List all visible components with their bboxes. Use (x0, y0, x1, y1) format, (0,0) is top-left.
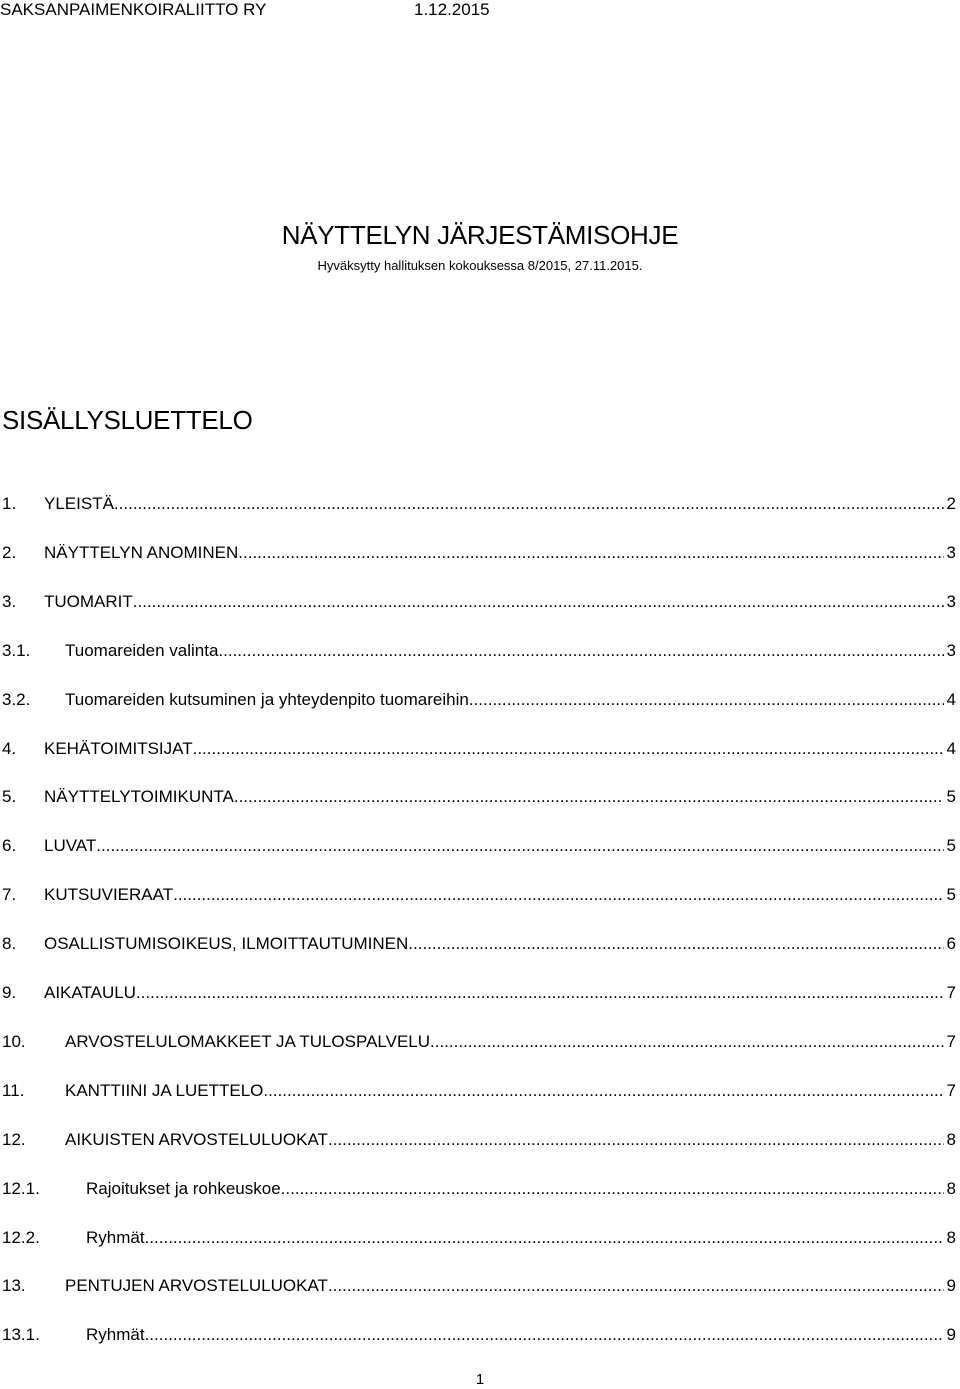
toc-entry-leader (44, 736, 956, 762)
toc-entry-leader (44, 833, 956, 859)
toc-entry-number: 1. (2, 494, 17, 513)
toc-entry-title: Rajoitukset ja rohkeuskoe (86, 1178, 281, 1198)
toc-entry-leader (65, 638, 956, 664)
toc-entry[interactable] (0, 491, 960, 517)
toc-dot-leader (281, 1176, 944, 1202)
toc-dot-leader (328, 1273, 944, 1299)
toc-entry-title: LUVAT (44, 836, 97, 856)
toc-entry[interactable] (0, 1322, 960, 1348)
toc-entry[interactable] (0, 540, 960, 566)
toc-entry-title: Ryhmät (86, 1227, 145, 1247)
toc-entry-page: 3 (946, 591, 956, 611)
toc-dot-leader (218, 638, 943, 664)
toc-entry-title: NÄYTTELYTOIMIKUNTA (44, 787, 234, 807)
toc-entry-title: PENTUJEN ARVOSTELULUOKAT (65, 1276, 328, 1296)
toc-entry-page: 8 (946, 1227, 956, 1247)
toc-entry-page: 7 (946, 983, 956, 1002)
toc-entry[interactable] (0, 833, 960, 859)
toc-entry-title: KANTTIINI JA LUETTELO (65, 1080, 264, 1100)
toc-entry[interactable] (0, 931, 960, 957)
toc-entry-page: 5 (946, 836, 956, 856)
toc-entry-title: AIKATAULU (44, 983, 136, 1002)
toc-entry-number: 7. (2, 885, 17, 905)
toc-entry-title: TUOMARIT (44, 591, 133, 611)
toc-entry[interactable] (0, 1273, 960, 1299)
toc-entry-number: 11. (2, 1080, 25, 1100)
toc-dot-leader (328, 1127, 944, 1153)
toc-entry-page: 4 (946, 689, 956, 709)
toc-entry-leader (65, 1127, 956, 1153)
toc-entry-leader (65, 1078, 956, 1104)
toc-entry-title: YLEISTÄ (44, 494, 114, 513)
document-subtitle: Hyväksytty hallituksen kokouksessa 8/2015, 27.11.2015. (317, 258, 643, 273)
toc-entry[interactable] (0, 1029, 960, 1055)
toc-entry-page: 3 (946, 542, 956, 562)
toc-dot-leader (234, 784, 944, 810)
toc-entry-number: 3.1. (2, 640, 31, 660)
toc-entry-title: AIKUISTEN ARVOSTELULUOKAT (65, 1129, 328, 1149)
toc-entry-page: 2 (946, 494, 956, 513)
toc-entry-number: 12.2. (2, 1227, 40, 1247)
toc-entry-number: 12. (2, 1129, 26, 1149)
page-number: 1 (475, 1371, 485, 1388)
toc-entry-page: 9 (946, 1325, 956, 1345)
toc-entry-leader (44, 882, 956, 908)
toc-entry-number: 4. (2, 738, 17, 758)
toc-entry-number: 10. (2, 1031, 26, 1051)
toc-entry-title: ARVOSTELULOMAKKEET JA TULOSPALVELU (65, 1031, 431, 1051)
toc-dot-leader (469, 687, 944, 713)
organization-name: SAKSANPAIMENKOIRALIITTO RY (0, 0, 267, 19)
document-title: NÄYTTELYN JÄRJESTÄMISOHJE (281, 220, 679, 250)
toc-entry-title: Tuomareiden kutsuminen ja yhteydenpito tuomareihin (65, 689, 469, 709)
toc-entry-page: 5 (946, 885, 956, 905)
toc-dot-leader (263, 1078, 943, 1104)
toc-entry[interactable] (0, 980, 960, 1006)
toc-entry-leader (44, 589, 956, 615)
toc-entry-page: 6 (946, 934, 956, 954)
toc-dot-leader (145, 1225, 944, 1251)
toc-dot-leader (193, 736, 944, 762)
toc-entry-number: 12.1. (2, 1178, 40, 1198)
toc-dot-leader (136, 980, 944, 1006)
header-date: 1.12.2015 (414, 0, 490, 19)
toc-entry-title: NÄYTTELYN ANOMINEN (44, 542, 239, 562)
toc-entry[interactable] (0, 589, 960, 615)
toc-dot-leader (173, 882, 943, 908)
toc-entry[interactable] (0, 1078, 960, 1104)
toc-entry-number: 3.2. (2, 689, 31, 709)
toc-entry-title: Ryhmät (86, 1325, 145, 1345)
toc-entry-title: KUTSUVIERAAT (44, 885, 174, 905)
toc-entry-leader (65, 1273, 956, 1299)
toc-entry-number: 8. (2, 934, 17, 954)
toc-entry-page: 3 (946, 640, 956, 660)
toc-entry-number: 13.1. (2, 1325, 40, 1345)
toc-entry-leader (86, 1322, 956, 1348)
toc-dot-leader (133, 589, 944, 615)
toc-entry-number: 13. (2, 1276, 26, 1296)
toc-entry-title: KEHÄTOIMITSIJAT (44, 738, 193, 758)
toc-entry[interactable] (0, 638, 960, 664)
toc-entry-title: Tuomareiden valinta (65, 640, 219, 660)
toc-entry-leader (44, 540, 956, 566)
toc-heading: SISÄLLYSLUETTELO (2, 405, 253, 435)
toc-entry-leader (44, 931, 956, 957)
toc-entry[interactable] (0, 736, 960, 762)
toc-entry-page: 7 (946, 1080, 956, 1100)
toc-entry-number: 3. (2, 591, 17, 611)
toc-entry-page: 9 (946, 1276, 956, 1296)
toc-dot-leader (114, 491, 944, 517)
toc-entry[interactable] (0, 1127, 960, 1153)
toc-entry[interactable] (0, 882, 960, 908)
toc-entry[interactable] (0, 1176, 960, 1202)
toc-entry-leader (44, 491, 956, 517)
toc-entry-title: OSALLISTUMISOIKEUS, ILMOITTAUTUMINEN (44, 934, 409, 954)
toc-dot-leader (145, 1322, 944, 1348)
toc-entry-page: 8 (946, 1129, 956, 1149)
toc-dot-leader (408, 931, 943, 957)
toc-entry-number: 5. (2, 787, 17, 807)
toc-entry-leader (65, 1029, 956, 1055)
toc-entry-leader (86, 1176, 956, 1202)
toc-entry-page: 7 (946, 1031, 956, 1051)
toc-entry-leader (65, 687, 956, 713)
toc-entry-leader (44, 980, 956, 1006)
toc-entry-number: 2. (2, 542, 17, 562)
toc-dot-leader (430, 1029, 944, 1055)
toc-entry[interactable] (0, 687, 960, 713)
toc-entry[interactable] (0, 1225, 960, 1251)
toc-dot-leader (96, 833, 943, 859)
toc-entry-number: 6. (2, 836, 17, 856)
toc-entry-number: 9. (2, 983, 17, 1002)
toc-entry[interactable] (0, 784, 960, 810)
toc-entry-leader (44, 784, 956, 810)
toc-dot-leader (238, 540, 943, 566)
toc-entry-page: 5 (946, 787, 956, 807)
toc-entry-page: 8 (946, 1178, 956, 1198)
toc-entry-page: 4 (946, 738, 956, 758)
toc-entry-leader (86, 1225, 956, 1251)
